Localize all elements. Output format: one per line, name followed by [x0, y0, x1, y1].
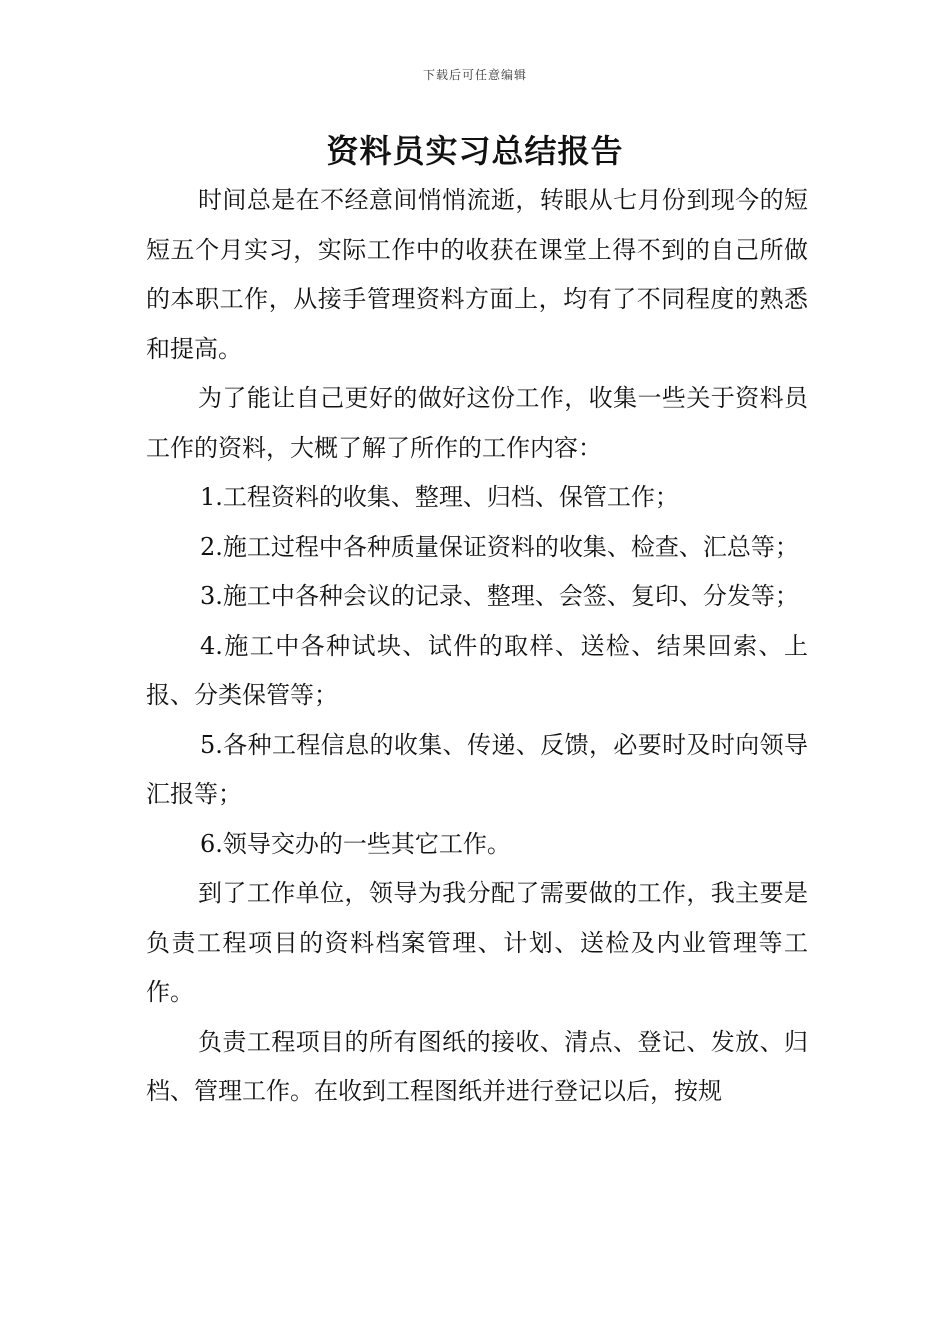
paragraph-drawings: 负责工程项目的所有图纸的接收、清点、登记、发放、归档、管理工作。在收到工程图纸并进行登记以后，按规 [146, 1027, 808, 1105]
paragraph-work-scope: 为了能让自己更好的做好这份工作，收集一些关于资料员工作的资料，大概了解了所作的工作内容： [146, 384, 808, 462]
list-item-6: 6.领导交办的一些其它工作。 [200, 829, 511, 858]
list-item-3: 3.施工中各种会议的记录、整理、会签、复印、分发等； [200, 582, 799, 610]
header-note: 下载后可任意编辑 [422, 68, 527, 82]
list-item-1: 1.工程资料的收集、整理、归档、保管工作； [200, 483, 679, 511]
document-body [146, 176, 808, 1117]
paragraph-intro: 时间总是在不经意间悄悄流逝，转眼从七月份到现今的短短五个月实习，实际工作中的收获在课堂上得不到的自己所做的本职工作，从接手管理资料方面上，均有了不同程度的熟悉和提高。 [146, 186, 808, 363]
list-item-2: 2.施工过程中各种质量保证资料的收集、检查、汇总等； [200, 532, 799, 561]
list-item-4: 4.施工中各种试块、试件的取样、送检、结果回索、上报、分类保管等； [146, 631, 808, 709]
paragraph-assignment: 到了工作单位，领导为我分配了需要做的工作，我主要是负责工程项目的资料档案管理、计划、送检及内业管理等工作。 [146, 879, 808, 1006]
list-item-5: 5.各种工程信息的收集、传递、反馈，必要时及时向领导汇报等； [146, 730, 808, 808]
document-title: 资料员实习总结报告 [326, 132, 624, 170]
